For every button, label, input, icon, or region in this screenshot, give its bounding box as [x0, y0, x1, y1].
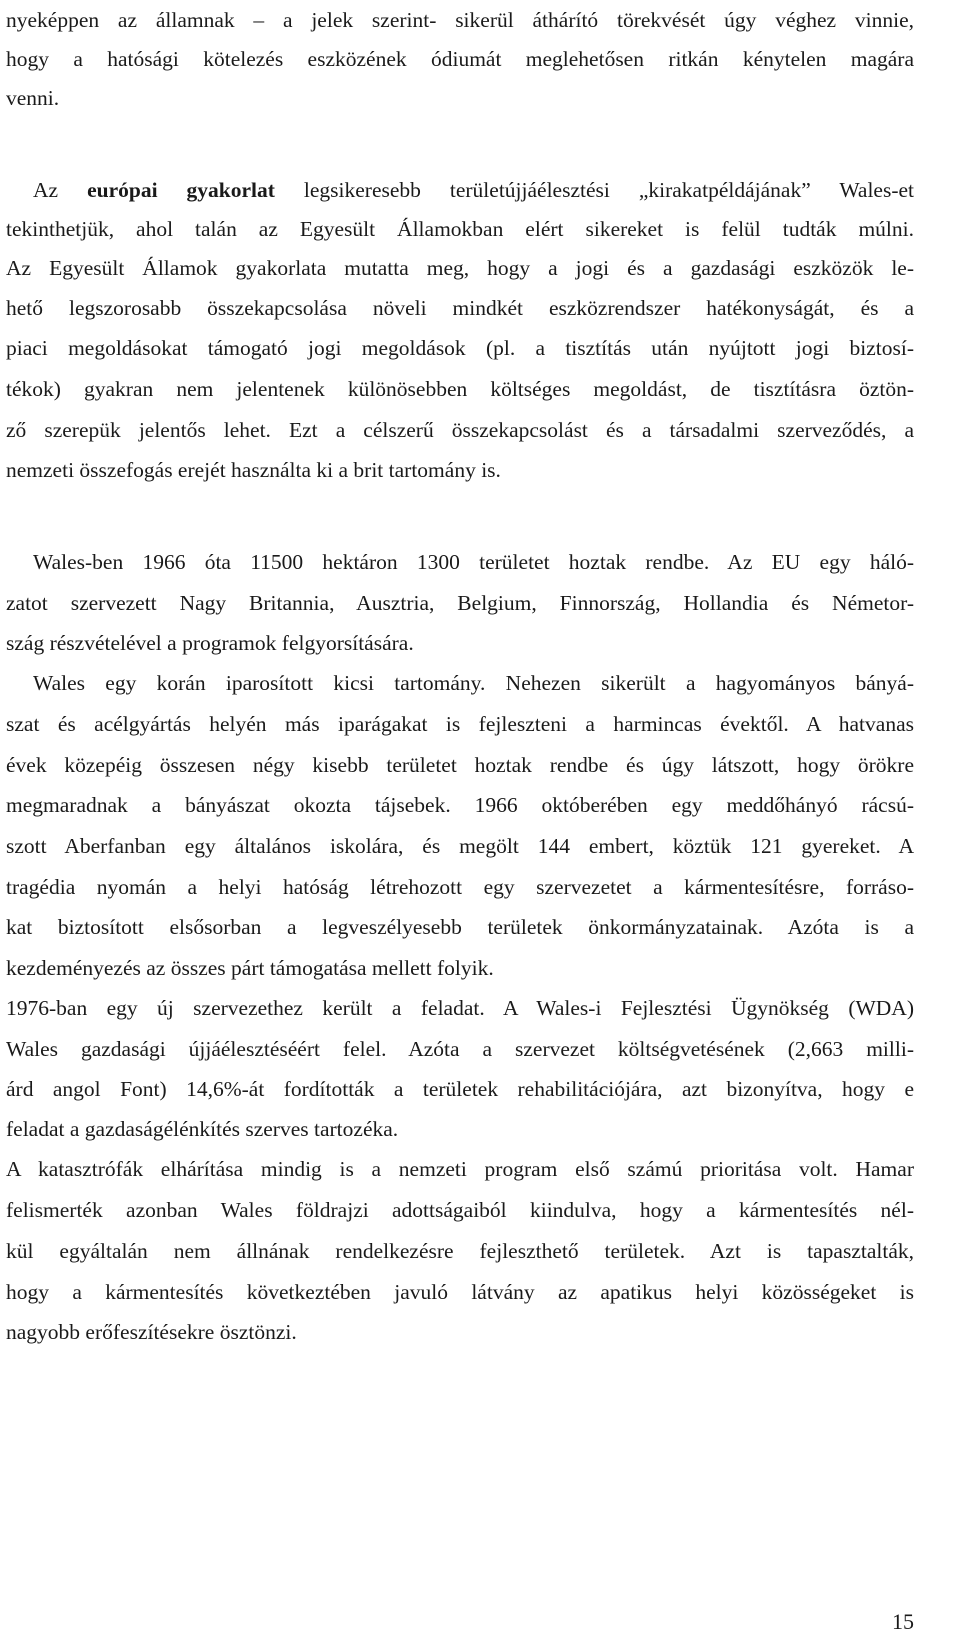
text-line: piaci megoldásokat támogató jogi megoldások (pl. a tisztítás után nyújtott jogi biztosí- — [6, 336, 914, 360]
text-line: Az Egyesült Államok gyakorlata mutatta meg, hogy a jogi és a gazdasági eszközök le- — [6, 256, 914, 280]
bold-term: európai gyakorlat — [87, 178, 275, 202]
text-line: venni. — [6, 86, 60, 110]
text-line: hető legszorosabb összekapcsolása növeli mindkét eszközrendszer hatékonyságát, és a — [6, 296, 914, 320]
text-run: legsikeresebb területújjáélesztési „kirakatpéldájának” Wales-et — [274, 178, 915, 202]
text-line: tragédia nyomán a helyi hatóság létrehozott egy szervezetet a kármentesítésre, forráso- — [6, 875, 914, 899]
text-line: tekinthetjük, ahol talán az Egyesült Államokban elért sikereket is felül tudták múlni. — [6, 217, 914, 241]
text-line: hogy a kármentesítés következtében javuló látvány az apatikus helyi közösségeket is — [6, 1280, 914, 1304]
text-line: megmaradnak a bányászat okozta tájsebek. 1966 októberében egy meddőhányó rácsú- — [6, 793, 914, 817]
text-line: ző szerepük jelentős lehet. Ezt a célszerű összekapcsolást és a társadalmi szerveződés, a — [6, 418, 914, 442]
text-run: Az — [33, 178, 88, 202]
text-line: nagyobb erőfeszítésekre ösztönzi. — [6, 1320, 297, 1344]
text-line: Wales gazdasági újjáélesztéséért felel. Azóta a szervezet költségvetésének (2,663 milli- — [6, 1037, 914, 1061]
text-line: nemzeti összefogás erejét használta ki a brit tartomány is. — [6, 458, 501, 482]
text-line: A katasztrófák elhárítása mindig is a nemzeti program első számú prioritása volt. Hamar — [6, 1157, 914, 1181]
text-line: tékok) gyakran nem jelentenek különösebben költséges megoldást, de tisztításra öztön- — [6, 377, 914, 401]
page-number: 15 — [892, 1609, 914, 1634]
text-line: feladat a gazdaságélénkítés szerves tartozéka. — [6, 1117, 399, 1141]
text-line-with-emphasis — [6, 175, 914, 205]
text-line: nyeképpen az államnak – a jelek szerint- sikerül áthárító törekvését úgy véghez vinnie, — [6, 8, 914, 32]
text-line: kat biztosított elsősorban a legveszélyesebb területek önkormányzatainak. Azóta is a — [6, 915, 914, 939]
text-line: Wales-ben 1966 óta 11500 hektáron 1300 területet hoztak rendbe. Az EU egy háló- — [33, 550, 914, 574]
text-line: hogy a hatósági kötelezés eszközének ódiumát meglehetősen ritkán kénytelen magára — [6, 47, 914, 71]
text-line: évek közepéig összesen négy kisebb területet hoztak rendbe és úgy látszott, hogy örökre — [6, 753, 914, 777]
text-line: zatot szervezett Nagy Britannia, Ausztria, Belgium, Finnország, Hollandia és Németor- — [6, 591, 914, 615]
text-line: szág részvételével a programok felgyorsítására. — [6, 631, 414, 655]
text-line: árd angol Font) 14,6%-át fordították a területek rehabilitációjára, azt bizonyítva, hogy e — [6, 1077, 914, 1101]
text-line: felismerték azonban Wales földrajzi adottságaiból kiindulva, hogy a kármentesítés nél- — [6, 1198, 914, 1222]
text-line: szott Aberfanban egy általános iskolára, és megölt 144 embert, köztük 121 gyereket. A — [6, 834, 914, 858]
text-line: 1976-ban egy új szervezethez került a feladat. A Wales-i Fejlesztési Ügynökség (WDA) — [6, 996, 914, 1020]
text-line: kül egyáltalán nem állnának rendelkezésre fejleszthető területek. Azt is tapasztalták, — [6, 1239, 914, 1263]
text-line: Wales egy korán iparosított kicsi tartomány. Nehezen sikerült a hagyományos bányá- — [33, 671, 914, 695]
text-line: kezdeményezés az összes párt támogatása mellett folyik. — [6, 956, 494, 980]
text-line: szat és acélgyártás helyén más iparágakat is fejleszteni a harmincas évektől. A hatvanas — [6, 712, 914, 736]
